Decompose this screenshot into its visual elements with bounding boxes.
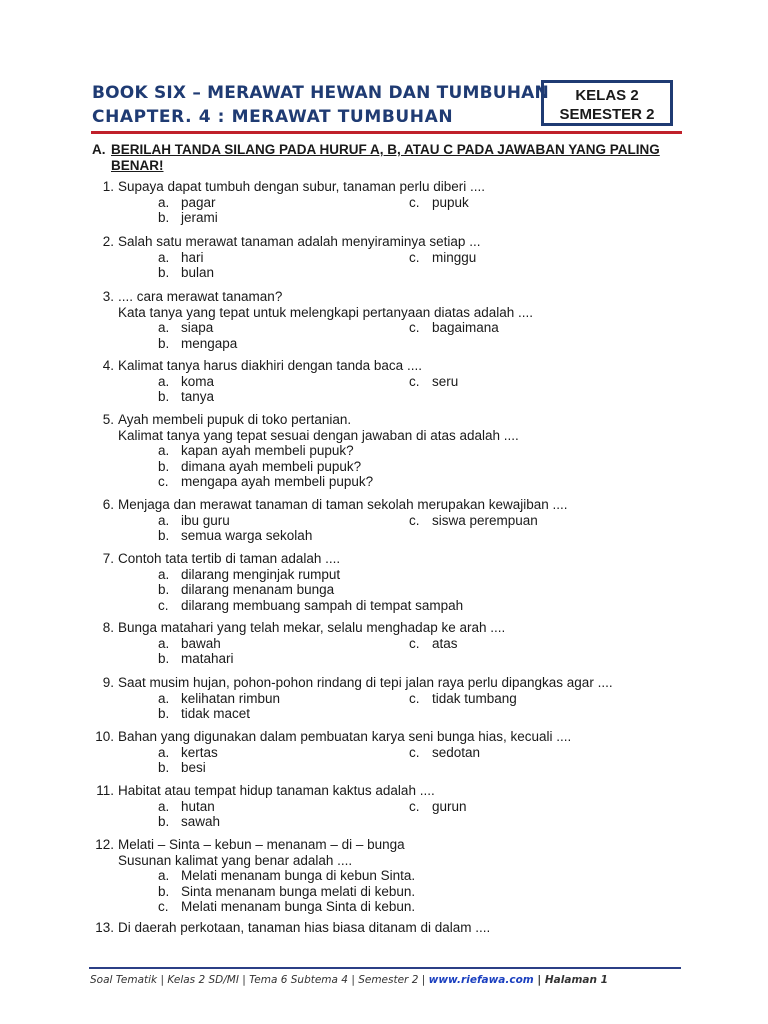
question-number: 6. xyxy=(102,497,114,512)
question-number: 3. xyxy=(102,289,114,304)
question-text: Saat musim hujan, pohon-pohon rindang di tepi jalan raya perlu dipangkas agar .... xyxy=(118,675,613,690)
question-number: 4. xyxy=(102,358,114,373)
option-text: dilarang menanam bunga xyxy=(181,582,335,597)
option-text: bulan xyxy=(181,265,215,280)
option-text: Sinta menanam bunga melati di kebun. xyxy=(181,883,416,899)
book-title: BOOK SIX – MERAWAT HEWAN DAN TUMBUHAN xyxy=(92,83,549,103)
option-text: hutan xyxy=(181,798,215,814)
semester-label: SEMESTER 2 xyxy=(559,106,655,123)
question-number: 2. xyxy=(102,234,114,249)
option-text: sedotan xyxy=(432,744,481,760)
document-header xyxy=(92,80,682,136)
section-letter: A. xyxy=(92,142,106,157)
option-letter[interactable]: a. xyxy=(158,566,170,582)
option-letter[interactable]: c. xyxy=(409,194,420,210)
question-text: Kalimat tanya yang tepat sesuai dengan jawaban di atas adalah .... xyxy=(118,427,519,443)
option-text: ibu guru xyxy=(181,512,230,528)
option-letter[interactable]: b. xyxy=(158,389,170,404)
option-letter[interactable]: b. xyxy=(158,458,170,474)
option-letter[interactable]: a. xyxy=(158,868,170,883)
option-letter[interactable]: c. xyxy=(158,474,169,489)
option-letter[interactable]: a. xyxy=(158,249,170,265)
option-text: pupuk xyxy=(432,194,469,210)
option-letter[interactable]: a. xyxy=(158,798,170,814)
option-letter[interactable]: a. xyxy=(158,744,170,760)
option-text: semua warga sekolah xyxy=(181,528,313,543)
option-text: bawah xyxy=(181,635,221,651)
option-text: siswa perempuan xyxy=(432,512,538,528)
option-text: kelihatan rimbun xyxy=(181,690,281,706)
option-letter[interactable]: c. xyxy=(409,635,420,651)
footer-divider xyxy=(89,967,681,969)
class-label: KELAS 2 xyxy=(575,87,639,104)
question-text: Habitat atau tempat hidup tanaman kaktus adalah .... xyxy=(118,783,435,798)
page-number: | Halaman 1 xyxy=(533,974,608,986)
option-letter[interactable]: b. xyxy=(158,760,170,775)
option-text: mengapa xyxy=(181,335,238,351)
question-number: 13. xyxy=(95,920,114,935)
option-text: atas xyxy=(432,635,458,651)
option-letter[interactable]: b. xyxy=(158,528,170,543)
option-letter[interactable]: a. xyxy=(158,635,170,651)
option-letter[interactable]: c. xyxy=(409,690,420,706)
option-letter[interactable]: b. xyxy=(158,883,170,899)
option-letter[interactable]: b. xyxy=(158,582,170,597)
option-letter[interactable]: c. xyxy=(158,899,169,914)
option-text: sawah xyxy=(181,814,221,829)
option-text: minggu xyxy=(432,249,477,265)
option-text: pagar xyxy=(181,194,216,210)
option-letter[interactable]: a. xyxy=(158,690,170,706)
option-text: siapa xyxy=(181,320,214,335)
question-text: Menjaga dan merawat tanaman di taman sekolah merupakan kewajiban .... xyxy=(118,497,568,512)
question-text: Susunan kalimat yang benar adalah .... xyxy=(118,852,353,868)
option-letter[interactable]: a. xyxy=(158,320,170,335)
footer-text: Soal Tematik | Kelas 2 SD/MI | Tema 6 Subtema 4 | Semester 2 | xyxy=(90,974,429,986)
class-badge xyxy=(541,80,673,126)
option-text: bagaimana xyxy=(432,320,499,335)
question-text: Ayah membeli pupuk di toko pertanian. xyxy=(118,412,352,427)
question-number: 8. xyxy=(102,620,114,635)
option-letter[interactable]: c. xyxy=(409,744,420,760)
question-text: Bahan yang digunakan dalam pembuatan karya seni bunga hias, kecuali .... xyxy=(118,729,572,744)
option-letter[interactable]: b. xyxy=(158,210,170,225)
question-number: 11. xyxy=(96,783,114,798)
header-divider xyxy=(91,131,682,134)
option-text: besi xyxy=(181,760,206,775)
question-text: Kalimat tanya harus diakhiri dengan tanda baca .... xyxy=(118,358,422,373)
option-text: kertas xyxy=(181,744,218,760)
option-text: kapan ayah membeli pupuk? xyxy=(181,443,354,458)
option-text: tidak macet xyxy=(181,706,251,721)
option-letter[interactable]: a. xyxy=(158,194,170,210)
question-number: 12. xyxy=(95,837,114,852)
option-letter[interactable]: b. xyxy=(158,651,170,666)
option-text: jerami xyxy=(181,210,218,225)
option-text: dilarang membuang sampah di tempat sampah xyxy=(181,597,464,613)
question-text: Di daerah perkotaan, tanaman hias biasa ditanam di dalam .... xyxy=(118,920,491,935)
question-text: Supaya dapat tumbuh dengan subur, tanaman perlu diberi .... xyxy=(118,179,486,194)
option-letter[interactable]: b. xyxy=(158,814,170,829)
option-letter[interactable]: b. xyxy=(158,335,170,351)
option-letter[interactable]: a. xyxy=(158,373,170,389)
option-letter[interactable]: b. xyxy=(158,265,170,280)
option-text: dimana ayah membeli pupuk? xyxy=(181,458,362,474)
option-letter[interactable]: c. xyxy=(158,597,169,613)
website-link[interactable]: www.riefawa.com xyxy=(428,974,534,986)
question-number: 7. xyxy=(102,551,114,566)
option-text: seru xyxy=(432,373,459,389)
option-text: Melati menanam bunga Sinta di kebun. xyxy=(181,899,416,914)
question-text: Melati – Sinta – kebun – menanam – di – bunga xyxy=(118,837,405,852)
option-text: tanya xyxy=(181,389,215,404)
option-letter[interactable]: c. xyxy=(409,373,420,389)
option-letter[interactable]: a. xyxy=(158,443,170,458)
question-number: 10. xyxy=(95,729,114,744)
option-text: koma xyxy=(181,373,215,389)
question-text: .... cara merawat tanaman? xyxy=(118,289,283,304)
option-text: gurun xyxy=(432,798,467,814)
option-letter[interactable]: c. xyxy=(409,320,420,335)
question-text: Contoh tata tertib di taman adalah .... xyxy=(118,551,341,566)
option-letter[interactable]: b. xyxy=(158,706,170,721)
option-text: matahari xyxy=(181,651,234,666)
question-text: Bunga matahari yang telah mekar, selalu menghadap ke arah .... xyxy=(118,620,506,635)
option-text: Melati menanam bunga di kebun Sinta. xyxy=(181,868,416,883)
chapter-title: CHAPTER. 4 : MERAWAT TUMBUHAN xyxy=(92,107,454,127)
question-text: Kata tanya yang tepat untuk melengkapi pertanyaan diatas adalah .... xyxy=(118,304,534,320)
page-footer xyxy=(90,974,690,986)
option-letter[interactable]: c. xyxy=(409,798,420,814)
instruction-text: BERILAH TANDA SILANG PADA HURUF A, B, ATAU C PADA JAWABAN YANG PALING BENAR! xyxy=(111,142,660,173)
option-text: mengapa ayah membeli pupuk? xyxy=(181,474,374,489)
question-number: 5. xyxy=(102,412,114,427)
option-text: tidak tumbang xyxy=(432,690,517,706)
option-letter[interactable]: c. xyxy=(409,249,420,265)
option-text: hari xyxy=(181,249,204,265)
question-text: Salah satu merawat tanaman adalah menyiraminya setiap ... xyxy=(118,234,481,249)
question-number: 9. xyxy=(102,675,114,690)
question-number: 1. xyxy=(102,179,114,194)
option-text: dilarang menginjak rumput xyxy=(181,566,341,582)
option-letter[interactable]: c. xyxy=(409,512,420,528)
option-letter[interactable]: a. xyxy=(158,512,170,528)
